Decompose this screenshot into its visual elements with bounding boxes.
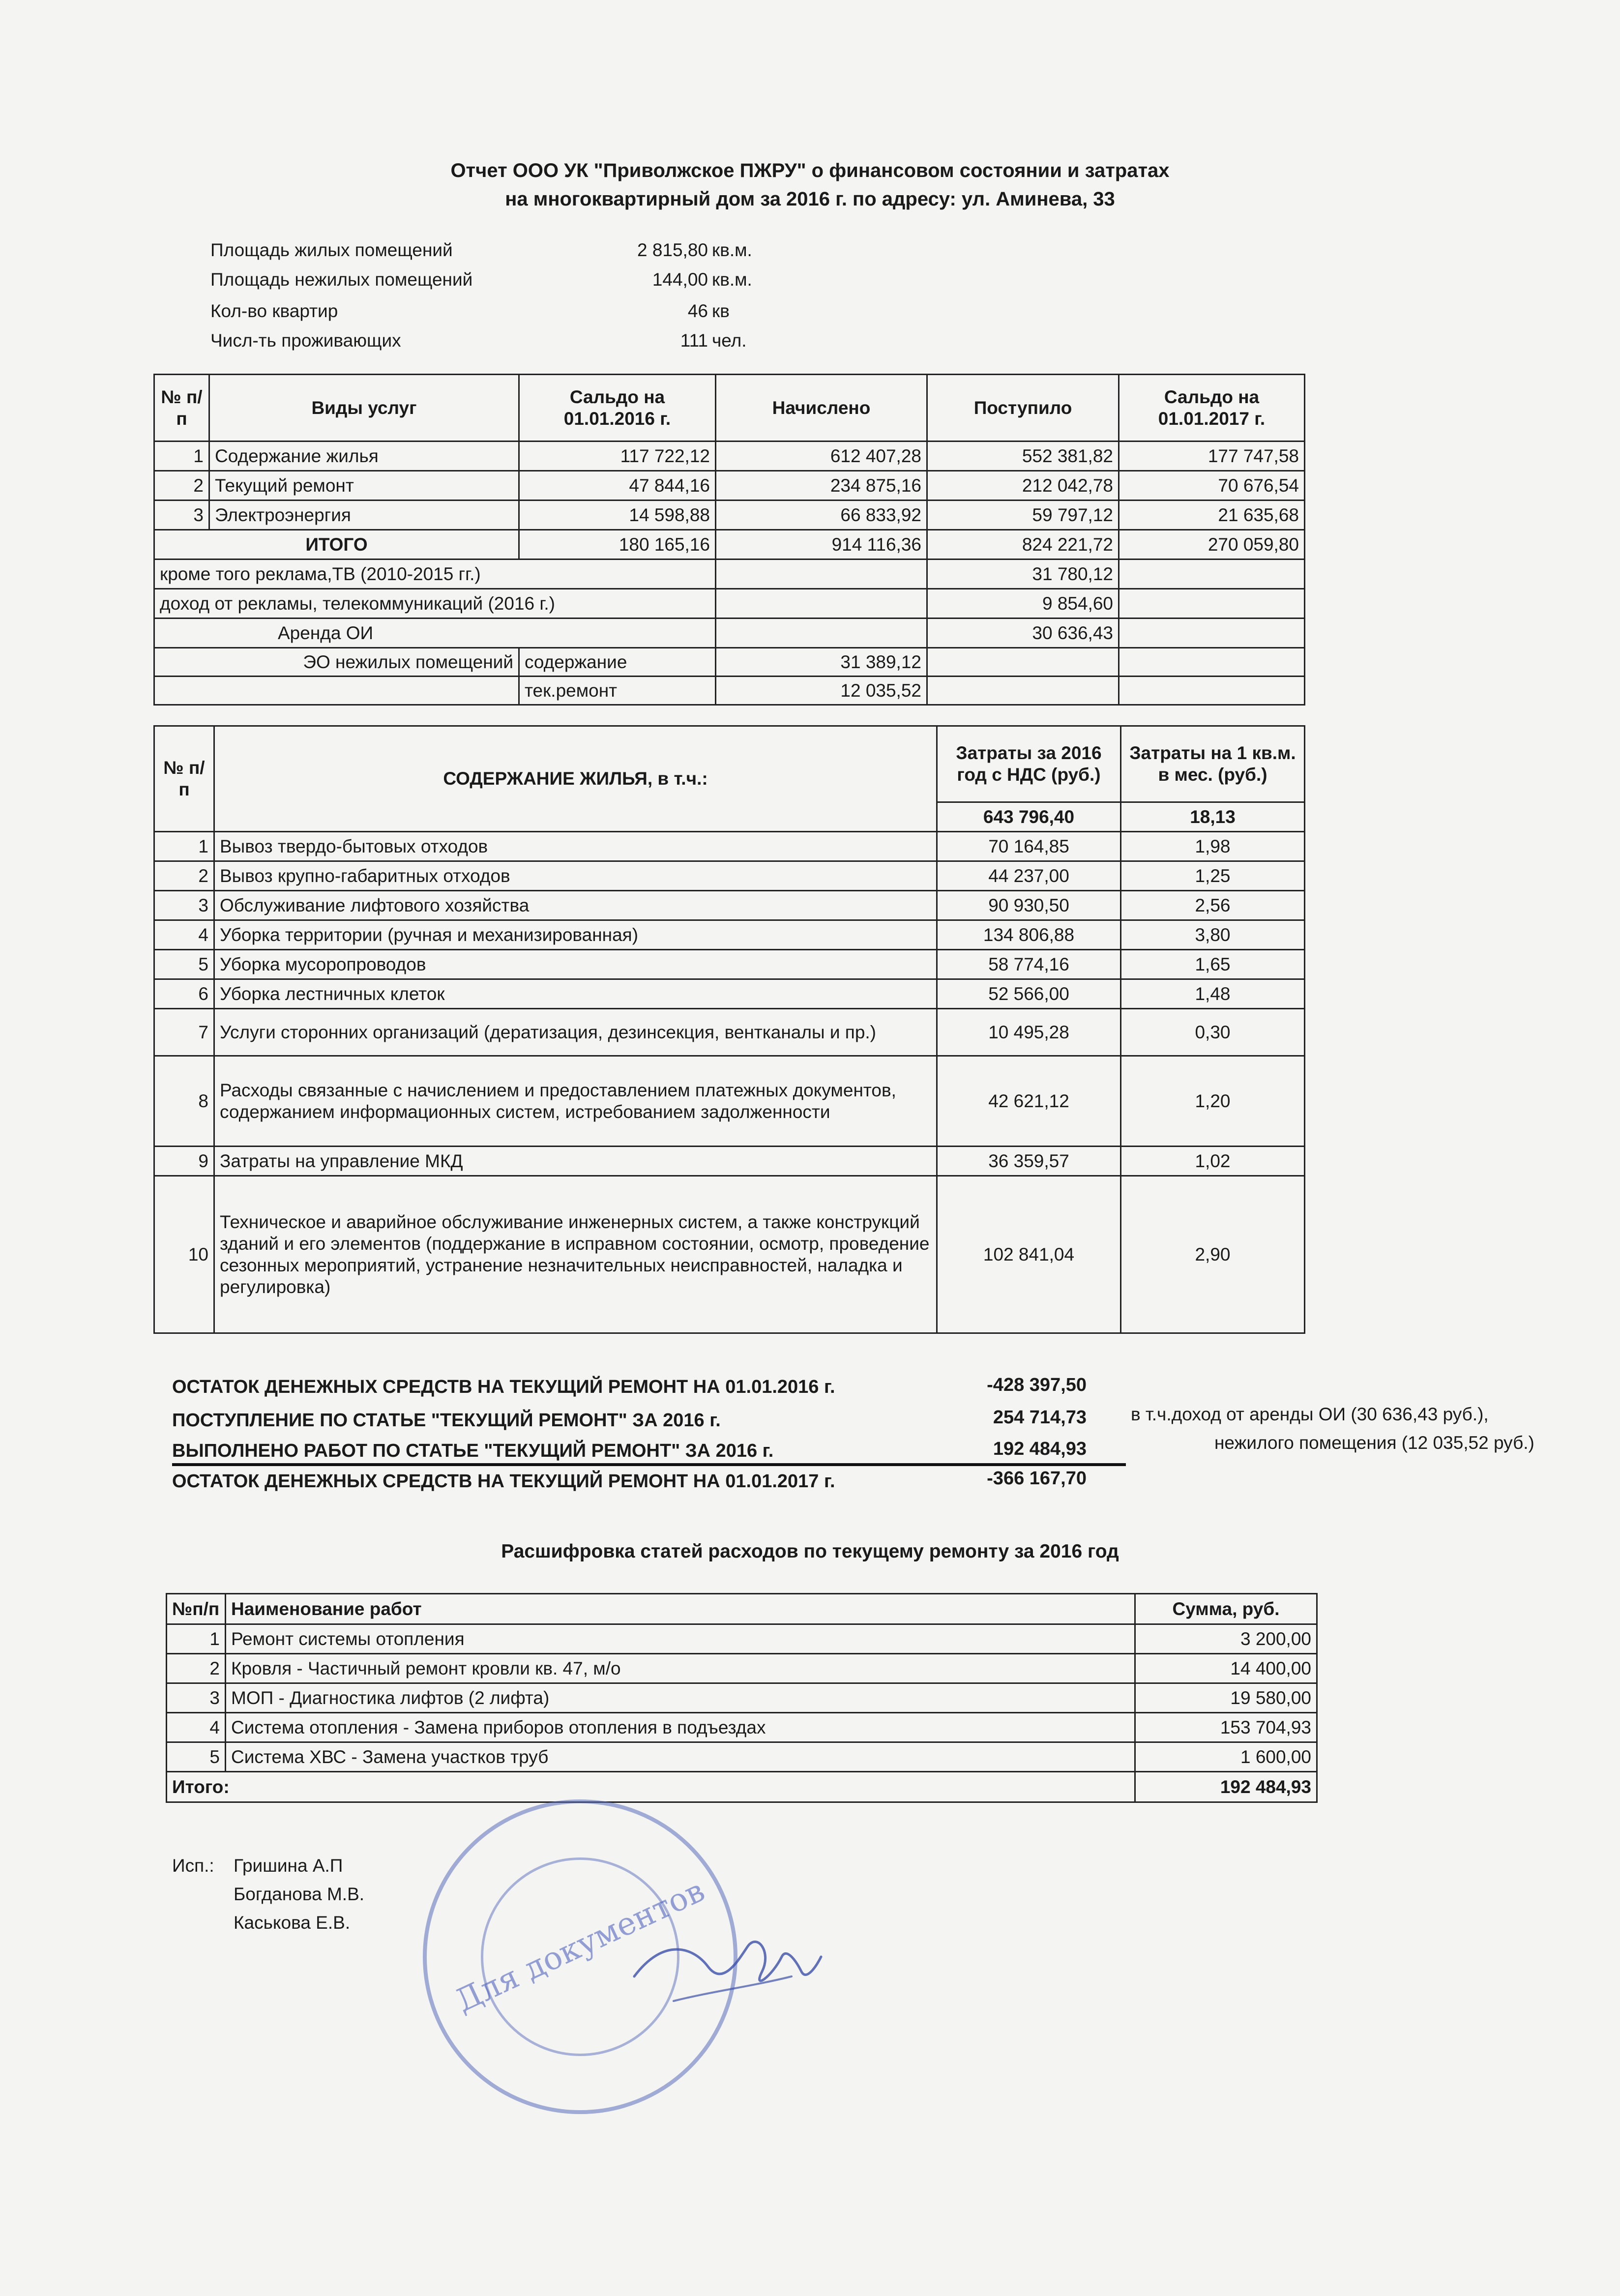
table-row (167, 1624, 1317, 1654)
header-cell: №п/п (167, 1594, 226, 1624)
work-sum: 1 600,00 (1135, 1742, 1317, 1772)
saldo-end: 21 635,68 (1119, 500, 1305, 530)
saldo-start: 14 598,88 (519, 500, 716, 530)
extra-label: кроме того реклама,ТВ (2010-2015 гг.) (154, 559, 716, 589)
item-cost: 90 930,50 (937, 891, 1121, 920)
received: 59 797,12 (927, 500, 1119, 530)
extra-row (154, 589, 1305, 618)
item-name: Техническое и аварийное обслуживание инженерных систем, а также конструкций зданий и его элементов (поддержание в исправном состоянии, осмотр, проведение сезонных мероприятий, устранение незначительных неисправностей, наладка и регулировка) (214, 1176, 937, 1333)
work-name: Ремонт системы отопления (226, 1624, 1135, 1654)
total-row (167, 1772, 1317, 1802)
summary-value: 192 484,93 (993, 1439, 1087, 1459)
header-cell: Наименование работ (226, 1594, 1135, 1624)
work-name: Кровля - Частичный ремонт кровли кв. 47, м/о (226, 1654, 1135, 1683)
saldo-end: 270 059,80 (1119, 530, 1305, 559)
services-table (153, 374, 1305, 706)
table-row (154, 832, 1305, 861)
charged: 234 875,16 (716, 471, 927, 500)
summary-value: 254 714,73 (993, 1407, 1087, 1428)
item-per-m2: 1,98 (1121, 832, 1305, 861)
received: 824 221,72 (927, 530, 1119, 559)
header-cell: СОДЕРЖАНИЕ ЖИЛЬЯ, в т.ч.: (214, 726, 937, 832)
table-header-row (167, 1594, 1317, 1624)
extra-row (154, 618, 1305, 648)
header-cell: № п/п (154, 375, 209, 442)
table-header-row (154, 726, 1305, 802)
work-sum: 14 400,00 (1135, 1654, 1317, 1683)
row-num: 1 (167, 1624, 226, 1654)
info-label: Числ-ть проживающих (210, 330, 401, 351)
item-name: Уборка лестничных клеток (214, 979, 937, 1009)
nonresidential-label: ЭО нежилых помещений (154, 648, 519, 677)
empty-cell (154, 677, 519, 705)
empty-cell (716, 589, 927, 618)
table-row (154, 1056, 1305, 1147)
received: 9 854,60 (927, 589, 1119, 618)
table-header-row (154, 375, 1305, 442)
summary-divider (172, 1463, 1126, 1466)
nonresidential-row (154, 677, 1305, 705)
executor-name: Богданова М.В. (234, 1884, 365, 1904)
header-cell: Виды услуг (209, 375, 519, 442)
table-row (154, 500, 1305, 530)
empty-cell (1119, 618, 1305, 648)
row-num: 2 (154, 471, 209, 500)
header-cell: № п/п (154, 726, 214, 832)
saldo-start: 180 165,16 (519, 530, 716, 559)
extra-row (154, 559, 1305, 589)
item-per-m2: 1,65 (1121, 950, 1305, 979)
item-per-m2: 2,56 (1121, 891, 1305, 920)
total-cost: 643 796,40 (937, 802, 1121, 832)
saldo-end: 70 676,54 (1119, 471, 1305, 500)
info-unit: кв.м. (712, 240, 752, 260)
service-name: Электроэнергия (209, 500, 519, 530)
total-sum: 192 484,93 (1135, 1772, 1317, 1802)
row-num: 3 (154, 500, 209, 530)
row-num: 5 (167, 1742, 226, 1772)
row-num: 9 (154, 1147, 214, 1176)
item-cost: 134 806,88 (937, 920, 1121, 950)
item-name: Расходы связанные с начислением и предоставлением платежных документов, содержанием информационных систем, истребованием задолженности (214, 1056, 937, 1147)
table-row (154, 920, 1305, 950)
extra-label: доход от рекламы, телекоммуникаций (2016 г.) (154, 589, 716, 618)
table-row (167, 1742, 1317, 1772)
row-num: 4 (154, 920, 214, 950)
header-cell: Начислено (716, 375, 927, 442)
service-name: Текущий ремонт (209, 471, 519, 500)
item-name: Уборка мусоропроводов (214, 950, 937, 979)
repair-table-title: Расшифровка статей расходов по текущему ремонту за 2016 год (501, 1541, 1119, 1562)
empty-cell (1119, 589, 1305, 618)
work-sum: 19 580,00 (1135, 1683, 1317, 1713)
received: 552 381,82 (927, 442, 1119, 471)
charged: 612 407,28 (716, 442, 927, 471)
header-cell: Сумма, руб. (1135, 1594, 1317, 1624)
row-num: 5 (154, 950, 214, 979)
item-name: Услуги сторонних организаций (дератизация, дезинсекция, вентканалы и пр.) (214, 1009, 937, 1056)
info-label: Кол-во квартир (210, 301, 338, 321)
summary-note: нежилого помещения (12 035,52 руб.) (1214, 1433, 1534, 1453)
charged: 66 833,92 (716, 500, 927, 530)
table-row (167, 1683, 1317, 1713)
header-cell: Затраты на 1 кв.м. в мес. (руб.) (1121, 726, 1305, 802)
charged: 914 116,36 (716, 530, 927, 559)
table-row (154, 891, 1305, 920)
empty-cell (1119, 559, 1305, 589)
item-per-m2: 1,20 (1121, 1056, 1305, 1147)
item-per-m2: 1,25 (1121, 861, 1305, 891)
report-title-line2: на многоквартирный дом за 2016 г. по адресу: ул. Аминева, 33 (505, 188, 1115, 210)
maintenance-table (153, 725, 1305, 1334)
summary-label: ОСТАТОК ДЕНЕЖНЫХ СРЕДСТВ НА ТЕКУЩИЙ РЕМОНТ НА 01.01.2017 г. (172, 1471, 835, 1492)
received: 30 636,43 (927, 618, 1119, 648)
row-num: 3 (167, 1683, 226, 1713)
item-cost: 42 621,12 (937, 1056, 1121, 1147)
empty-cell (716, 618, 927, 648)
table-row (154, 1147, 1305, 1176)
summary-note: в т.ч.доход от аренды ОИ (30 636,43 руб.), (1131, 1404, 1489, 1424)
executor-name: Каськова Е.В. (234, 1913, 351, 1933)
table-row (154, 950, 1305, 979)
table-row (154, 1176, 1305, 1333)
work-sum: 153 704,93 (1135, 1713, 1317, 1742)
item-cost: 102 841,04 (937, 1176, 1121, 1333)
info-unit: кв.м. (712, 269, 752, 290)
header-cell: Поступило (927, 375, 1119, 442)
report-title-line1: Отчет ООО УК "Приволжское ПЖРУ" о финансовом состоянии и затратах (450, 160, 1170, 181)
item-name: Вывоз крупно-габаритных отходов (214, 861, 937, 891)
item-name: Уборка территории (ручная и механизированная) (214, 920, 937, 950)
item-per-m2: 0,30 (1121, 1009, 1305, 1056)
table-row (154, 979, 1305, 1009)
table-row (167, 1654, 1317, 1683)
row-num: 1 (154, 832, 214, 861)
signature-icon (624, 1917, 831, 2016)
table-row (167, 1713, 1317, 1742)
info-value: 111 (680, 330, 708, 351)
executors-label: Исп.: (172, 1855, 214, 1876)
row-num: 10 (154, 1176, 214, 1333)
saldo-start: 117 722,12 (519, 442, 716, 471)
item-per-m2: 2,90 (1121, 1176, 1305, 1333)
nonresidential-value: 12 035,52 (716, 677, 927, 705)
service-name: Содержание жилья (209, 442, 519, 471)
table-row (154, 471, 1305, 500)
table-row (154, 442, 1305, 471)
saldo-end: 177 747,58 (1119, 442, 1305, 471)
item-name: Затраты на управление МКД (214, 1147, 937, 1176)
empty-cell (1119, 677, 1305, 705)
row-num: 7 (154, 1009, 214, 1056)
table-row (154, 861, 1305, 891)
summary-value: -366 167,70 (987, 1468, 1087, 1489)
received: 212 042,78 (927, 471, 1119, 500)
empty-cell (716, 559, 927, 589)
summary-label: ОСТАТОК ДЕНЕЖНЫХ СРЕДСТВ НА ТЕКУЩИЙ РЕМОНТ НА 01.01.2016 г. (172, 1377, 835, 1397)
item-cost: 52 566,00 (937, 979, 1121, 1009)
header-cell: Сальдо на 01.01.2017 г. (1119, 375, 1305, 442)
summary-value: -428 397,50 (987, 1375, 1087, 1395)
total-label: ИТОГО (154, 530, 519, 559)
item-per-m2: 3,80 (1121, 920, 1305, 950)
stamp-text: Для документов (450, 1872, 710, 2020)
header-cell: Затраты за 2016 год с НДС (руб.) (937, 726, 1121, 802)
summary-label: ПОСТУПЛЕНИЕ ПО СТАТЬЕ "ТЕКУЩИЙ РЕМОНТ" ЗА 2016 г. (172, 1410, 721, 1431)
work-sum: 3 200,00 (1135, 1624, 1317, 1654)
header-cell: Сальдо на 01.01.2016 г. (519, 375, 716, 442)
saldo-start: 47 844,16 (519, 471, 716, 500)
row-num: 2 (167, 1654, 226, 1683)
total-label: Итого: (167, 1772, 1135, 1802)
item-cost: 44 237,00 (937, 861, 1121, 891)
nonresidential-value: 31 389,12 (716, 648, 927, 677)
item-cost: 70 164,85 (937, 832, 1121, 861)
nonresidential-row (154, 648, 1305, 677)
total-per-m2: 18,13 (1121, 802, 1305, 832)
empty-cell (927, 677, 1119, 705)
total-row (154, 530, 1305, 559)
work-name: Система отопления - Замена приборов отопления в подъездах (226, 1713, 1135, 1742)
info-unit: кв (712, 301, 730, 321)
row-num: 3 (154, 891, 214, 920)
row-num: 8 (154, 1056, 214, 1147)
nonresidential-sub: тек.ремонт (519, 677, 716, 705)
info-value: 144,00 (652, 269, 708, 290)
received: 31 780,12 (927, 559, 1119, 589)
item-cost: 36 359,57 (937, 1147, 1121, 1176)
empty-cell (1119, 648, 1305, 677)
info-value: 46 (687, 301, 708, 321)
work-name: Система ХВС - Замена участков труб (226, 1742, 1135, 1772)
nonresidential-sub: содержание (519, 648, 716, 677)
empty-cell (927, 648, 1119, 677)
item-name: Обслуживание лифтового хозяйства (214, 891, 937, 920)
item-per-m2: 1,02 (1121, 1147, 1305, 1176)
item-cost: 10 495,28 (937, 1009, 1121, 1056)
item-name: Вывоз твердо-бытовых отходов (214, 832, 937, 861)
info-unit: чел. (712, 330, 747, 351)
work-name: МОП - Диагностика лифтов (2 лифта) (226, 1683, 1135, 1713)
row-num: 2 (154, 861, 214, 891)
row-num: 4 (167, 1713, 226, 1742)
item-cost: 58 774,16 (937, 950, 1121, 979)
info-label: Площадь жилых помещений (210, 240, 453, 260)
row-num: 6 (154, 979, 214, 1009)
info-value: 2 815,80 (637, 240, 708, 260)
table-row (154, 1009, 1305, 1056)
row-num: 1 (154, 442, 209, 471)
executor-name: Гришина А.П (234, 1855, 343, 1876)
repair-table (166, 1593, 1318, 1803)
item-per-m2: 1,48 (1121, 979, 1305, 1009)
summary-label: ВЫПОЛНЕНО РАБОТ ПО СТАТЬЕ "ТЕКУЩИЙ РЕМОНТ" ЗА 2016 г. (172, 1441, 774, 1461)
info-label: Площадь нежилых помещений (210, 269, 473, 290)
extra-label: Аренда ОИ (154, 618, 716, 648)
